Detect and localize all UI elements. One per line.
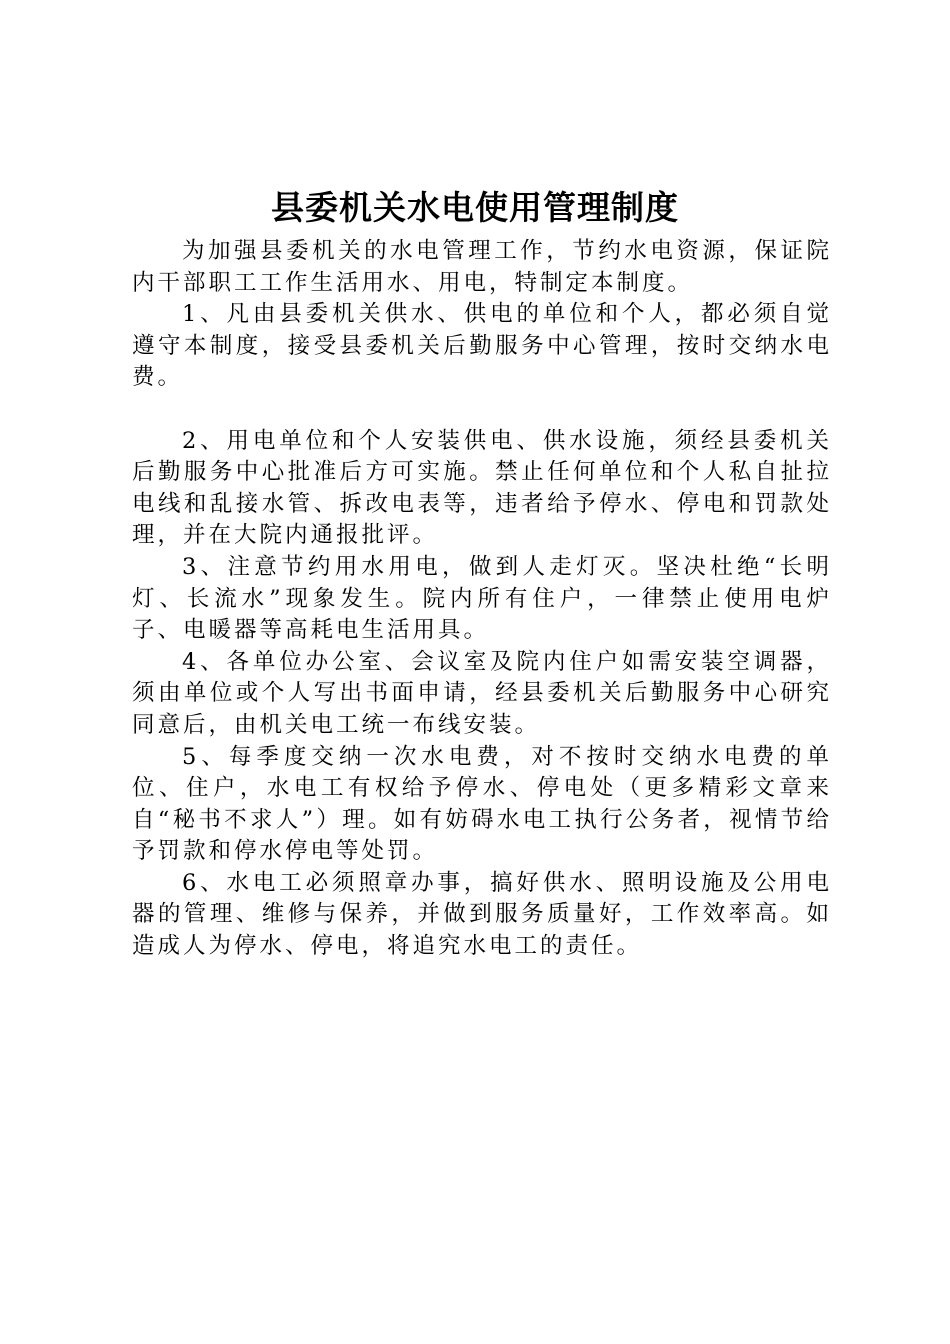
rule-paragraph-3: 3、注意节约用水用电，做到人走灯灭。坚决杜绝“长明灯、长流水”现象发生。院内所有住户，一律禁止使用电炉子、电暖器等高耗电生活用具。: [132, 553, 832, 644]
rule-paragraph-2: 2、用电单位和个人安装供电、供水设施，须经县委机关后勤服务中心批准后方可实施。禁止任何单位和个人私自扯拉电线和乱接水管、拆改电表等，违者给予停水、停电和罚款处理，并在大院内通报批评。: [132, 427, 832, 549]
rule-paragraph-4: 4、各单位办公室、会议室及院内住户如需安装空调器，须由单位或个人写出书面申请，经县委机关后勤服务中心研究同意后，由机关电工统一布线安装。: [132, 648, 832, 738]
rule-paragraph-1: 1、凡由县委机关供水、供电的单位和个人，都必须自觉遵守本制度，接受县委机关后勤服务中心管理，按时交纳水电费。: [132, 301, 832, 391]
document-title: 县委机关水电使用管理制度: [271, 188, 679, 227]
rule-paragraph-6: 6、水电工必须照章办事，搞好供水、照明设施及公用电器的管理、维修与保养，并做到服务质量好，工作效率高。如造成人为停水、停电，将追究水电工的责任。: [132, 869, 832, 960]
intro-paragraph: 为加强县委机关的水电管理工作，节约水电资源，保证院内干部职工工作生活用水、用电，特制定本制度。: [132, 238, 832, 296]
rule-paragraph-5: 5、每季度交纳一次水电费，对不按时交纳水电费的单位、住户，水电工有权给予停水、停电处（更多精彩文章来自“秘书不求人”）理。如有妨碍水电工执行公务者，视情节给予罚款和停水停电等处罚。: [132, 743, 832, 865]
document-body: [132, 236, 832, 963]
